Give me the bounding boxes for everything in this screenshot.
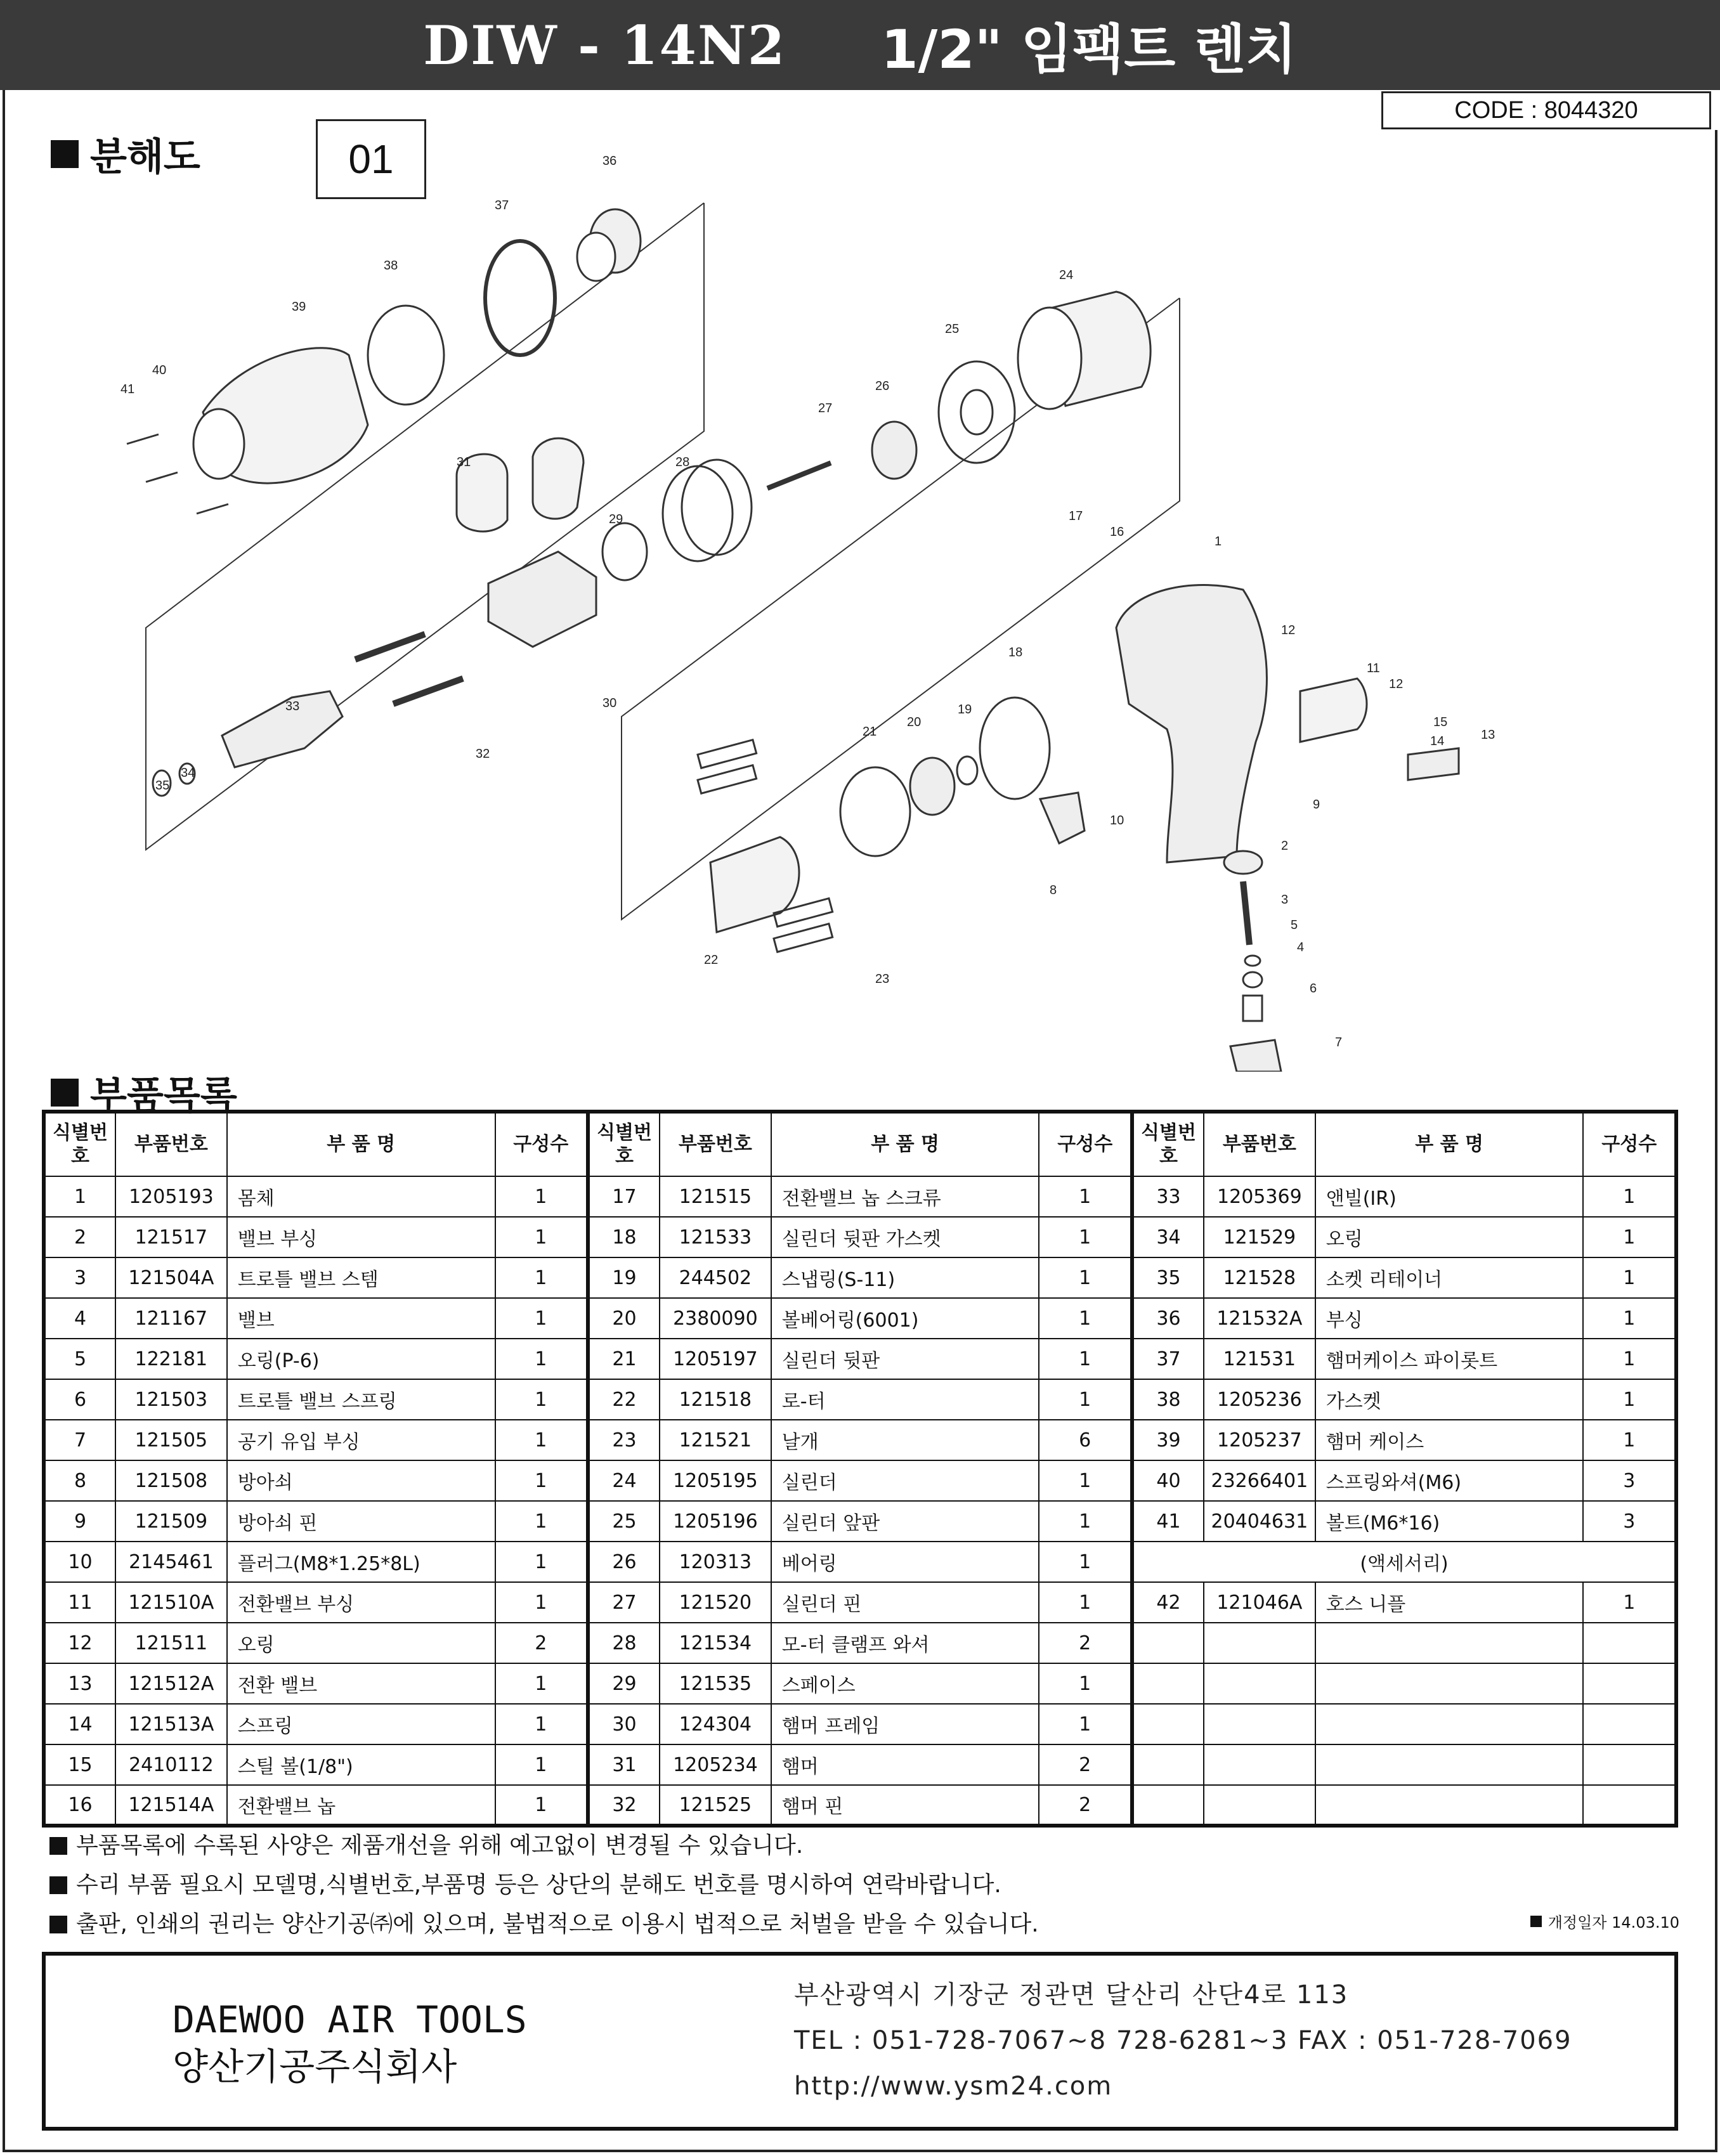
cell-id — [1132, 1663, 1204, 1704]
cell-part-name: 실린더 뒷판 가스켓 — [771, 1217, 1039, 1257]
cell-part-no — [1204, 1704, 1315, 1744]
cell-part-no: 20404631 — [1204, 1501, 1315, 1542]
callout-8: 8 — [1050, 883, 1057, 897]
cell-part-no: 121521 — [660, 1420, 771, 1460]
table-row — [44, 1420, 1676, 1460]
col-qty: 구성수 — [495, 1112, 588, 1176]
col-qty: 구성수 — [1039, 1112, 1131, 1176]
company-name-en: DAEWOO AIR TOOLS — [173, 1998, 527, 2041]
cell-part-no — [1204, 1663, 1315, 1704]
cell-id: 2 — [44, 1217, 115, 1257]
cell-id: 18 — [588, 1217, 660, 1257]
cell-qty — [1583, 1623, 1676, 1663]
table-row — [44, 1501, 1676, 1542]
callout-35: 35 — [155, 779, 170, 793]
cell-qty: 1 — [495, 1501, 588, 1542]
cell-part-no: 2380090 — [660, 1298, 771, 1339]
cell-id: 28 — [588, 1623, 660, 1663]
cell-qty: 1 — [495, 1663, 588, 1704]
accessory-label: (액세서리) — [1132, 1542, 1676, 1582]
callout-3: 3 — [1281, 893, 1289, 907]
square-bullet-icon — [51, 1079, 79, 1107]
cell-part-no: 121515 — [660, 1176, 771, 1217]
cell-id: 41 — [1132, 1501, 1204, 1542]
cell-part-name: 볼트(M6*16) — [1315, 1501, 1584, 1542]
cell-part-name: 햄머 케이스 — [1315, 1420, 1584, 1460]
callout-23: 23 — [875, 972, 890, 986]
cell-part-name: 호스 니플 — [1315, 1582, 1584, 1623]
callout-29: 29 — [609, 512, 623, 526]
cell-part-name: 스냅링(S-11) — [771, 1257, 1039, 1298]
cell-part-no: 120313 — [660, 1542, 771, 1582]
col-id: 식별번호 — [588, 1112, 660, 1176]
cell-part-name: 트로틀 밸브 스템 — [227, 1257, 495, 1298]
callout-16: 16 — [1110, 525, 1124, 539]
cell-qty — [1583, 1744, 1676, 1785]
callout-27: 27 — [818, 401, 833, 415]
cell-qty — [1583, 1785, 1676, 1826]
product-title: 1/2" 임팩트 렌치 — [881, 18, 1297, 81]
table-row — [44, 1339, 1676, 1379]
col-qty: 구성수 — [1583, 1112, 1676, 1176]
cell-part-name: 모-터 클램프 와셔 — [771, 1623, 1039, 1663]
cell-part-no: 121528 — [1204, 1257, 1315, 1298]
cell-part-no: 2410112 — [115, 1744, 227, 1785]
cell-part-no — [1204, 1785, 1315, 1826]
cell-part-name: 전환밸브 놉 스크류 — [771, 1176, 1039, 1217]
cell-part-no: 1205237 — [1204, 1420, 1315, 1460]
callout-31: 31 — [457, 455, 471, 469]
col-part-no: 부품번호 — [1204, 1112, 1315, 1176]
table-row — [44, 1257, 1676, 1298]
cell-part-name: 몸체 — [227, 1176, 495, 1217]
cell-qty: 2 — [495, 1623, 588, 1663]
cell-qty: 1 — [495, 1176, 588, 1217]
cell-part-no: 1205369 — [1204, 1176, 1315, 1217]
cell-part-name: 방아쇠 핀 — [227, 1501, 495, 1542]
cell-id: 30 — [588, 1704, 660, 1744]
cell-qty: 1 — [1583, 1257, 1676, 1298]
table-row — [44, 1542, 1676, 1582]
cell-part-name: 스페이스 — [771, 1663, 1039, 1704]
cell-id: 10 — [44, 1542, 115, 1582]
cell-part-no: 121531 — [1204, 1339, 1315, 1379]
callout-41: 41 — [121, 382, 135, 396]
frame-bottom — [3, 2150, 1717, 2152]
cell-part-name: 앤빌(IR) — [1315, 1176, 1584, 1217]
cell-part-name: 실린더 — [771, 1460, 1039, 1501]
cell-qty: 1 — [495, 1582, 588, 1623]
callout-12b: 12 — [1389, 677, 1404, 691]
table-row — [44, 1663, 1676, 1704]
title-bar — [0, 0, 1720, 90]
cell-id: 35 — [1132, 1257, 1204, 1298]
cell-part-name: 트로틀 밸브 스프링 — [227, 1379, 495, 1420]
cell-part-no: 121534 — [660, 1623, 771, 1663]
cell-part-name: 오링 — [227, 1623, 495, 1663]
cell-qty: 1 — [1039, 1542, 1131, 1582]
cell-part-no: 121518 — [660, 1379, 771, 1420]
cell-qty: 1 — [1583, 1298, 1676, 1339]
cell-id: 5 — [44, 1339, 115, 1379]
cell-qty: 1 — [1583, 1420, 1676, 1460]
cell-id: 17 — [588, 1176, 660, 1217]
callout-19: 19 — [958, 703, 972, 717]
square-bullet-icon — [49, 1837, 67, 1855]
cell-id: 12 — [44, 1623, 115, 1663]
cell-part-name: 로-터 — [771, 1379, 1039, 1420]
cell-part-name: 전환밸브 부싱 — [227, 1582, 495, 1623]
cell-part-no — [1204, 1623, 1315, 1663]
cell-part-no: 121520 — [660, 1582, 771, 1623]
cell-qty: 1 — [495, 1744, 588, 1785]
cell-part-no: 121510A — [115, 1582, 227, 1623]
cell-part-no: 124304 — [660, 1704, 771, 1744]
cell-qty: 1 — [1583, 1217, 1676, 1257]
cell-part-no: 121504A — [115, 1257, 227, 1298]
col-part-name: 부 품 명 — [227, 1112, 495, 1176]
cell-part-name: 스프링와셔(M6) — [1315, 1460, 1584, 1501]
cell-part-no: 1205195 — [660, 1460, 771, 1501]
cell-qty: 1 — [495, 1704, 588, 1744]
cell-part-no: 121503 — [115, 1379, 227, 1420]
frame-left — [3, 90, 5, 2151]
table-row — [44, 1298, 1676, 1339]
cell-id: 36 — [1132, 1298, 1204, 1339]
cell-part-no: 1205196 — [660, 1501, 771, 1542]
cell-part-no: 121511 — [115, 1623, 227, 1663]
notes — [49, 1826, 1673, 1944]
cell-id: 8 — [44, 1460, 115, 1501]
cell-part-name: 밸브 — [227, 1298, 495, 1339]
cell-qty: 1 — [495, 1460, 588, 1501]
col-id: 식별번호 — [44, 1112, 115, 1176]
cell-part-no: 1205197 — [660, 1339, 771, 1379]
cell-id: 22 — [588, 1379, 660, 1420]
cell-id: 24 — [588, 1460, 660, 1501]
cell-part-no: 121509 — [115, 1501, 227, 1542]
cell-id: 21 — [588, 1339, 660, 1379]
callout-39: 39 — [292, 300, 306, 314]
cell-part-no: 121512A — [115, 1663, 227, 1704]
cell-id: 25 — [588, 1501, 660, 1542]
square-bullet-icon — [49, 1916, 67, 1933]
cell-id: 13 — [44, 1663, 115, 1704]
cell-qty: 1 — [1039, 1298, 1131, 1339]
note-item: 출판, 인쇄의 권리는 양산기공㈜에 있으며, 불법적으로 이용시 법적으로 처벌을 받을 수 있습니다. — [49, 1905, 1673, 1944]
callout-12a: 12 — [1281, 623, 1296, 637]
note-item: 수리 부품 필요시 모델명,식별번호,부품명 등은 상단의 분해도 번호를 명시하여 연락바랍니다. — [49, 1866, 1673, 1905]
cell-id: 34 — [1132, 1217, 1204, 1257]
cell-part-name: 부싱 — [1315, 1298, 1584, 1339]
cell-id: 20 — [588, 1298, 660, 1339]
exploded-diagram — [51, 146, 1674, 1072]
cell-qty: 1 — [1039, 1704, 1131, 1744]
cell-id: 42 — [1132, 1582, 1204, 1623]
cell-part-name: 오링 — [1315, 1217, 1584, 1257]
cell-qty: 1 — [495, 1339, 588, 1379]
callout-24: 24 — [1059, 268, 1074, 282]
callout-25: 25 — [945, 322, 960, 336]
cell-part-no: 121513A — [115, 1704, 227, 1744]
cell-qty: 1 — [1039, 1379, 1131, 1420]
cell-id: 19 — [588, 1257, 660, 1298]
cell-part-no: 121508 — [115, 1460, 227, 1501]
company-info — [42, 1952, 1678, 2131]
col-part-no: 부품번호 — [660, 1112, 771, 1176]
cell-qty: 1 — [1583, 1176, 1676, 1217]
table-row — [44, 1704, 1676, 1744]
cell-id: 6 — [44, 1379, 115, 1420]
company-phone: TEL : 051-728-7067~8 728-6281~3 FAX : 051-728-7069 — [794, 2026, 1572, 2055]
cell-qty: 1 — [1039, 1339, 1131, 1379]
callout-40: 40 — [152, 363, 167, 377]
table-row — [44, 1744, 1676, 1785]
cell-part-name — [1315, 1663, 1584, 1704]
cell-part-name: 실린더 뒷판 — [771, 1339, 1039, 1379]
cell-qty: 2 — [1039, 1785, 1131, 1826]
product-code: CODE : 8044320 — [1381, 91, 1711, 129]
cell-qty — [1583, 1663, 1676, 1704]
cell-part-no: 121046A — [1204, 1582, 1315, 1623]
cell-part-name: 햄머 프레임 — [771, 1704, 1039, 1744]
cell-id: 14 — [44, 1704, 115, 1744]
callout-14: 14 — [1430, 734, 1445, 748]
square-bullet-icon — [49, 1876, 67, 1894]
company-name-ko: 양산기공주식회사 — [173, 2045, 457, 2088]
callout-2: 2 — [1281, 839, 1289, 853]
table-row — [44, 1379, 1676, 1420]
table-row — [44, 1176, 1676, 1217]
cell-part-name: 햄머케이스 파이롯트 — [1315, 1339, 1584, 1379]
cell-qty: 1 — [495, 1298, 588, 1339]
callout-6: 6 — [1310, 982, 1317, 996]
callout-20: 20 — [907, 715, 922, 729]
cell-qty: 3 — [1583, 1460, 1676, 1501]
cell-part-name: 밸브 부싱 — [227, 1217, 495, 1257]
square-bullet-icon — [1530, 1916, 1542, 1927]
callout-7: 7 — [1335, 1036, 1343, 1049]
cell-part-no: 121167 — [115, 1298, 227, 1339]
callout-36: 36 — [603, 154, 617, 168]
callout-15: 15 — [1433, 715, 1448, 729]
callout-30: 30 — [603, 696, 617, 710]
table-row — [44, 1785, 1676, 1826]
cell-qty: 1 — [495, 1257, 588, 1298]
cell-qty — [1583, 1704, 1676, 1744]
cell-part-no — [1204, 1744, 1315, 1785]
exploded-heading: 분해도 — [51, 127, 200, 181]
cell-part-name: 플러그(M8*1.25*8L) — [227, 1542, 495, 1582]
cell-part-no: 122181 — [115, 1339, 227, 1379]
cell-id — [1132, 1744, 1204, 1785]
cell-id: 7 — [44, 1420, 115, 1460]
cell-part-name: 오링(P-6) — [227, 1339, 495, 1379]
cell-part-name: 공기 유입 부싱 — [227, 1420, 495, 1460]
table-row — [44, 1460, 1676, 1501]
cell-qty: 1 — [495, 1217, 588, 1257]
cell-part-name: 실린더 핀 — [771, 1582, 1039, 1623]
cell-part-name: 볼베어링(6001) — [771, 1298, 1039, 1339]
cell-qty: 1 — [495, 1542, 588, 1582]
cell-part-no: 121535 — [660, 1663, 771, 1704]
cell-part-no: 121529 — [1204, 1217, 1315, 1257]
cell-id — [1132, 1785, 1204, 1826]
cell-part-no: 1205193 — [115, 1176, 227, 1217]
parts-heading: 부품목록 — [51, 1065, 237, 1120]
cell-qty: 1 — [495, 1379, 588, 1420]
cell-id: 3 — [44, 1257, 115, 1298]
col-id: 식별번호 — [1132, 1112, 1204, 1176]
cell-id: 23 — [588, 1420, 660, 1460]
callout-37: 37 — [495, 198, 509, 212]
cell-part-no: 121525 — [660, 1785, 771, 1826]
cell-part-no: 121532A — [1204, 1298, 1315, 1339]
cell-part-no: 121533 — [660, 1217, 771, 1257]
model-title: DIW - 14N2 — [423, 13, 786, 77]
cell-id: 4 — [44, 1298, 115, 1339]
cell-id: 1 — [44, 1176, 115, 1217]
callout-26: 26 — [875, 379, 890, 393]
callout-18: 18 — [1008, 646, 1023, 659]
cell-part-no: 121514A — [115, 1785, 227, 1826]
frame-right — [1715, 130, 1717, 2151]
company-contact — [794, 1972, 1572, 2109]
cell-part-name: 스틸 볼(1/8") — [227, 1744, 495, 1785]
cell-part-name — [1315, 1744, 1584, 1785]
col-part-no: 부품번호 — [115, 1112, 227, 1176]
cell-id: 29 — [588, 1663, 660, 1704]
callout-32: 32 — [476, 747, 490, 761]
cell-qty: 6 — [1039, 1420, 1131, 1460]
cell-id: 15 — [44, 1744, 115, 1785]
cell-part-name: 스프링 — [227, 1704, 495, 1744]
callout-33: 33 — [285, 699, 300, 713]
cell-part-no: 121517 — [115, 1217, 227, 1257]
callout-34: 34 — [181, 766, 195, 780]
cell-qty: 2 — [1039, 1744, 1131, 1785]
note-item: 부품목록에 수록된 사양은 제품개선을 위해 예고없이 변경될 수 있습니다. — [49, 1826, 1673, 1866]
cell-qty: 1 — [1039, 1663, 1131, 1704]
cell-qty: 2 — [1039, 1623, 1131, 1663]
cell-id: 16 — [44, 1785, 115, 1826]
cell-id: 31 — [588, 1744, 660, 1785]
cell-part-no: 1205234 — [660, 1744, 771, 1785]
cell-part-name: 전환 밸브 — [227, 1663, 495, 1704]
table-row — [44, 1217, 1676, 1257]
cell-part-name: 베어링 — [771, 1542, 1039, 1582]
cell-qty: 1 — [1039, 1582, 1131, 1623]
cell-part-no: 244502 — [660, 1257, 771, 1298]
revision-date: 개정일자 14.03.10 — [1530, 1910, 1679, 1932]
cell-id: 27 — [588, 1582, 660, 1623]
cell-id: 26 — [588, 1542, 660, 1582]
cell-id: 40 — [1132, 1460, 1204, 1501]
cell-part-name: 햄머 — [771, 1744, 1039, 1785]
cell-part-name: 날개 — [771, 1420, 1039, 1460]
parts-table-body — [44, 1176, 1676, 1826]
callout-10: 10 — [1110, 814, 1124, 828]
callout-11: 11 — [1367, 661, 1380, 675]
cell-qty: 3 — [1583, 1501, 1676, 1542]
cell-id: 37 — [1132, 1339, 1204, 1379]
company-names — [173, 1996, 527, 2090]
cell-part-name: 햄머 핀 — [771, 1785, 1039, 1826]
cell-id — [1132, 1623, 1204, 1663]
cell-part-name: 방아쇠 — [227, 1460, 495, 1501]
cell-qty: 1 — [1039, 1176, 1131, 1217]
cell-qty: 1 — [1583, 1379, 1676, 1420]
cell-id — [1132, 1704, 1204, 1744]
cell-id: 38 — [1132, 1379, 1204, 1420]
cell-qty: 1 — [1039, 1460, 1131, 1501]
cell-id: 9 — [44, 1501, 115, 1542]
table-row — [44, 1582, 1676, 1623]
cell-qty: 1 — [1583, 1582, 1676, 1623]
company-address: 부산광역시 기장군 정관면 달산리 산단4로 113 — [794, 1980, 1349, 2010]
callout-38: 38 — [384, 259, 398, 273]
callout-28: 28 — [675, 455, 690, 469]
cell-qty: 1 — [1039, 1501, 1131, 1542]
company-website[interactable]: http://www.ysm24.com — [794, 2072, 1113, 2101]
callout-4: 4 — [1297, 940, 1305, 954]
cell-qty: 1 — [495, 1420, 588, 1460]
cell-part-no: 23266401 — [1204, 1460, 1315, 1501]
parts-table — [42, 1110, 1678, 1828]
cell-id: 39 — [1132, 1420, 1204, 1460]
cell-part-name: 전환밸브 놉 — [227, 1785, 495, 1826]
cell-id: 11 — [44, 1582, 115, 1623]
cell-part-no: 2145461 — [115, 1542, 227, 1582]
cell-part-name: 가스켓 — [1315, 1379, 1584, 1420]
cell-part-no: 1205236 — [1204, 1379, 1315, 1420]
cell-part-no: 121505 — [115, 1420, 227, 1460]
table-row — [44, 1623, 1676, 1663]
cell-qty: 1 — [495, 1785, 588, 1826]
cell-part-name: 소켓 리테이너 — [1315, 1257, 1584, 1298]
cell-qty: 1 — [1039, 1257, 1131, 1298]
cell-qty: 1 — [1583, 1339, 1676, 1379]
callout-22: 22 — [704, 953, 719, 967]
cell-id: 33 — [1132, 1176, 1204, 1217]
callout-13: 13 — [1481, 728, 1495, 742]
cell-part-name — [1315, 1704, 1584, 1744]
col-part-name: 부 품 명 — [771, 1112, 1039, 1176]
parts-header-row — [44, 1112, 1676, 1176]
callout-1: 1 — [1215, 535, 1222, 549]
cell-qty: 1 — [1039, 1217, 1131, 1257]
page-number-badge: 01 — [316, 119, 426, 199]
cell-part-name — [1315, 1785, 1584, 1826]
callout-21: 21 — [863, 725, 877, 739]
callout-5: 5 — [1291, 918, 1298, 932]
cell-id: 32 — [588, 1785, 660, 1826]
cell-part-name: 실린더 앞판 — [771, 1501, 1039, 1542]
cell-part-name — [1315, 1623, 1584, 1663]
callout-9: 9 — [1313, 798, 1320, 812]
col-part-name: 부 품 명 — [1315, 1112, 1584, 1176]
callout-17: 17 — [1069, 509, 1083, 523]
